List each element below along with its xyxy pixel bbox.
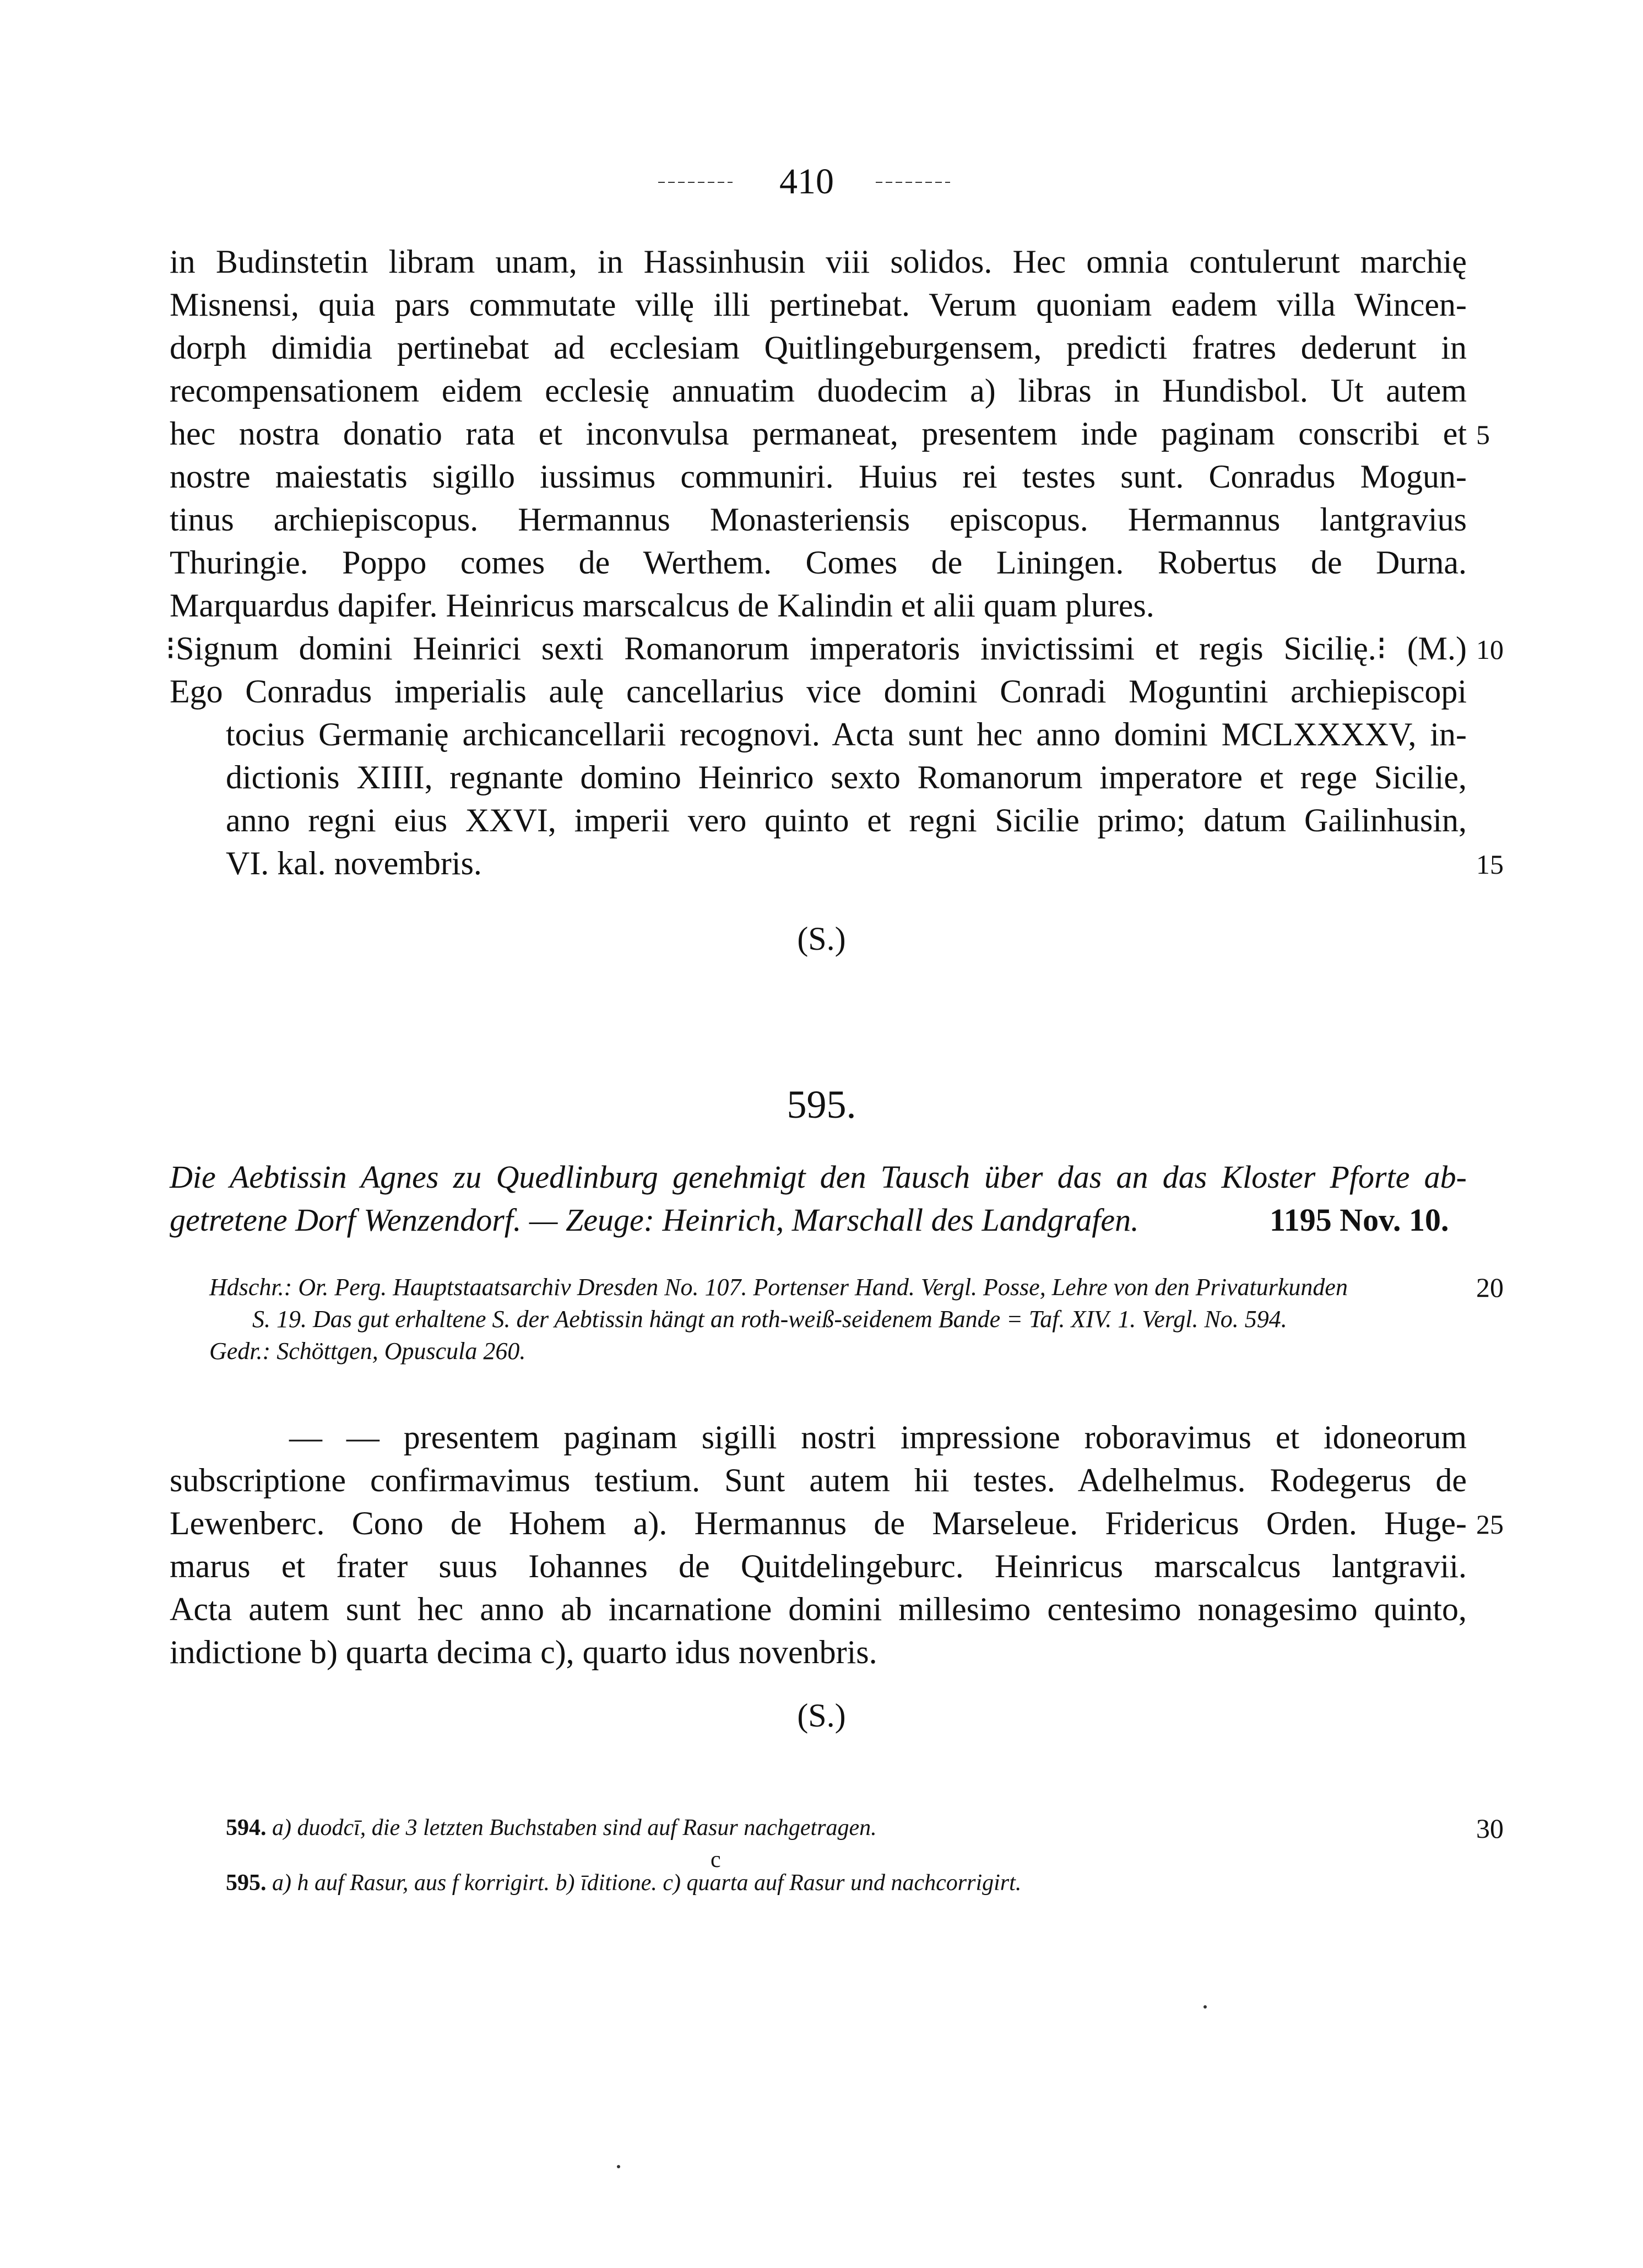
text-line: Thuringie. Poppo comes de Werthem. Comes de Liningen. Robertus de Durna.: [170, 544, 1467, 581]
line-number: 10: [1476, 634, 1504, 665]
recognition-line: Ego Conradus imperialis aulę cancellarius vice domini Conradi Moguntini archiepiscopi: [170, 673, 1467, 710]
footnote-text: a) h auf Rasur, aus f korrigirt. b) īditione. c) quarta auf Rasur und nachcorrigirt.: [272, 1870, 1022, 1896]
line-number: 25: [1476, 1509, 1504, 1540]
text-line: anno regni eius XXVI, imperii vero quinto et regni Sicilie primo; datum Gailinhusin,: [226, 802, 1467, 838]
header-rule-left: [658, 182, 733, 183]
regest-date: 1195 Nov. 10.: [1270, 1202, 1449, 1238]
text-line: Misnensi, quia pars commutate villę illi pertinebat. Verum quoniam eadem villa Wincen-: [170, 286, 1467, 323]
text-line: hec nostra donatio rata et inconvulsa permaneat, presentem inde paginam conscribi et: [170, 415, 1467, 452]
text-line: in Budinstetin libram unam, in Hassinhusin viii solidos. Hec omnia contulerunt marchię: [170, 243, 1467, 280]
line-number: 15: [1476, 849, 1504, 880]
footnote: [226, 1868, 1021, 1898]
text-line: VI. kal. novembris.: [226, 845, 482, 881]
signum-line: ⁝Signum domini Heinrici sexti Romanorum imperatoris invictissimi et regis Sicilię.⁝ (M.): [165, 630, 1467, 667]
text-line: tinus archiepiscopus. Hermannus Monasteriensis episcopus. Hermannus lantgravius: [170, 501, 1467, 538]
text-line: marus et frater suus Iohannes de Quitdelingeburc. Heinricus marscalcus lantgravii.: [170, 1548, 1467, 1584]
scan-speck: [1203, 2005, 1207, 2009]
source-note: S. 19. Das gut erhaltene S. der Aebtissin hängt an roth-weiß-seidenem Bande = Taf. XIV. 1. Vergl. No. 594.: [252, 1306, 1287, 1333]
regest-line: Die Aebtissin Agnes zu Quedlinburg genehmigt den Tausch über das an das Kloster Pforte ab-: [170, 1159, 1467, 1195]
document-number: 595.: [787, 1082, 856, 1127]
footnote-number: 595.: [226, 1870, 267, 1896]
line-number: 20: [1476, 1272, 1504, 1303]
source-note: Hdschr.: Or. Perg. Hauptstaatsarchiv Dresden No. 107. Portenser Hand. Vergl. Posse, Lehre von den Privaturkunden: [209, 1274, 1348, 1301]
text-line: indictione b) quarta decima c), quarto idus novenbris.: [170, 1634, 877, 1670]
seal-mark: (S.): [797, 1697, 846, 1734]
text-line: Acta autem sunt hec anno ab incarnatione domini millesimo centesimo nonagesimo quinto,: [170, 1591, 1467, 1627]
regest-line: getretene Dorf Wenzendorf. — Zeuge: Heinrich, Marschall des Landgrafen.: [170, 1202, 1139, 1238]
seal-mark: (S.): [797, 921, 846, 957]
text-line: Lewenberc. Cono de Hohem a). Hermannus de Marseleue. Fridericus Orden. Huge-: [170, 1505, 1467, 1541]
text-line: — — presentem paginam sigilli nostri impressione roboravimus et idoneorum: [289, 1419, 1467, 1455]
line-number: 30: [1476, 1813, 1504, 1844]
header-rule-right: [876, 182, 950, 183]
text-line: dictionis XIIII, regnante domino Heinrico sexto Romanorum imperatore et rege Sicilie,: [226, 759, 1467, 795]
footnote: [226, 1812, 877, 1843]
line-number: 5: [1476, 419, 1490, 450]
text-line: recompensationem eidem ecclesię annuatim duodecim a) libras in Hundisbol. Ut autem: [170, 372, 1467, 409]
footnote-number: 594.: [226, 1815, 267, 1841]
text-line: Marquardus dapifer. Heinricus marscalcus de Kalindin et alii quam plures.: [170, 587, 1154, 624]
text-line: subscriptione confirmavimus testium. Sunt autem hii testes. Adelhelmus. Rodegerus de: [170, 1462, 1467, 1498]
footnote-superscript-mark: c: [711, 1847, 721, 1872]
text-line: tocius Germanię archicancellarii recognovi. Acta sunt hec anno domini MCLXXXXV, in-: [226, 716, 1467, 753]
source-note: Gedr.: Schöttgen, Opuscula 260.: [209, 1338, 526, 1365]
footnote-text: a) duodcī, die 3 letzten Buchstaben sind auf Rasur nachgetragen.: [272, 1815, 877, 1841]
scan-speck: [617, 2165, 620, 2168]
text-line: dorph dimidia pertinebat ad ecclesiam Quitlingeburgensem, predicti fratres dederunt in: [170, 329, 1467, 366]
page-number: 410: [779, 161, 834, 202]
text-line: nostre maiestatis sigillo iussimus communiri. Huius rei testes sunt. Conradus Mogun-: [170, 458, 1467, 495]
